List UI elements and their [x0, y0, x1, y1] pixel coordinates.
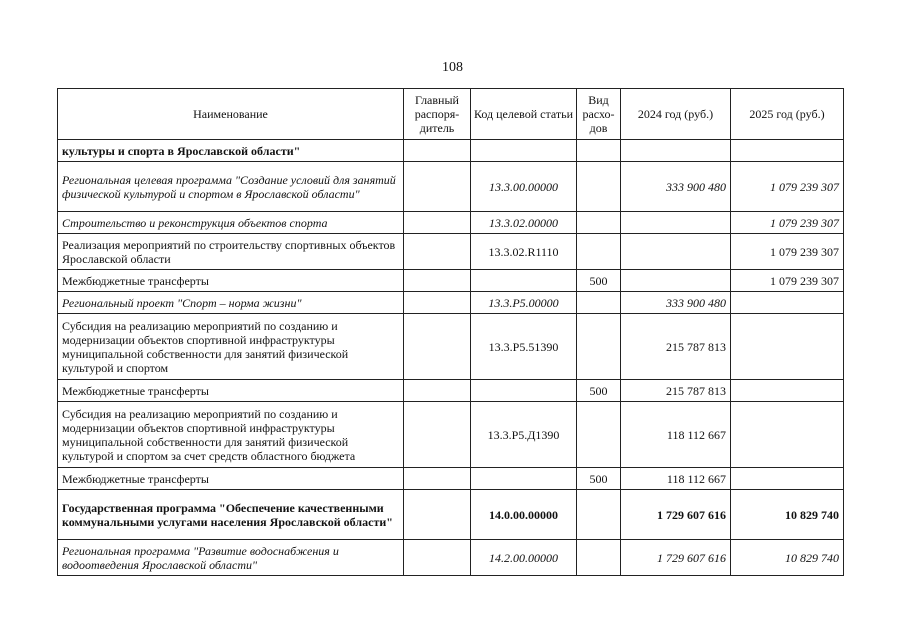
cell-name: Государственная программа "Обеспечение качественными коммунальными услугами населения Ярославской области" — [58, 490, 404, 540]
header-2025: 2025 год (руб.) — [731, 89, 844, 140]
cell-2025 — [731, 468, 844, 490]
cell-admin — [404, 234, 471, 270]
cell-name: Региональная целевая программа "Создание условий для занятий физической культурой и спортом в Ярославской области" — [58, 162, 404, 212]
cell-2024: 118 112 667 — [621, 468, 731, 490]
cell-2025: 10 829 740 — [731, 490, 844, 540]
cell-2024: 333 900 480 — [621, 292, 731, 314]
cell-name: Субсидия на реализацию мероприятий по созданию и модернизации объектов спортивной инфраструктуры муниципальной собственности для занятий физической культурой и спортом за счет средств областного бюджета — [58, 402, 404, 468]
table-body — [58, 140, 844, 576]
cell-type: 500 — [577, 468, 621, 490]
cell-name: Межбюджетные трансферты — [58, 380, 404, 402]
cell-code — [471, 140, 577, 162]
cell-code: 13.3.P5.00000 — [471, 292, 577, 314]
cell-code — [471, 468, 577, 490]
table-row — [58, 468, 844, 490]
cell-type — [577, 314, 621, 380]
table-row — [58, 490, 844, 540]
cell-2024 — [621, 140, 731, 162]
table-row — [58, 212, 844, 234]
cell-type — [577, 234, 621, 270]
cell-2025: 1 079 239 307 — [731, 234, 844, 270]
cell-2025: 1 079 239 307 — [731, 162, 844, 212]
cell-2024 — [621, 270, 731, 292]
cell-2025 — [731, 314, 844, 380]
cell-2024: 1 729 607 616 — [621, 490, 731, 540]
cell-2025 — [731, 402, 844, 468]
cell-2024: 118 112 667 — [621, 402, 731, 468]
table-row — [58, 402, 844, 468]
cell-2025 — [731, 292, 844, 314]
cell-code: 13.3.P5.Д1390 — [471, 402, 577, 468]
cell-type: 500 — [577, 380, 621, 402]
cell-type — [577, 490, 621, 540]
cell-type — [577, 540, 621, 576]
cell-code: 13.3.02.R1110 — [471, 234, 577, 270]
cell-name: Региональная программа "Развитие водоснабжения и водоотведения Ярославской области" — [58, 540, 404, 576]
cell-2024: 215 787 813 — [621, 314, 731, 380]
header-code: Код целевой статьи — [471, 89, 577, 140]
cell-admin — [404, 468, 471, 490]
cell-2024 — [621, 212, 731, 234]
cell-name: Субсидия на реализацию мероприятий по созданию и модернизации объектов спортивной инфраструктуры муниципальной собственности для занятий физической культурой и спортом — [58, 314, 404, 380]
cell-2024: 1 729 607 616 — [621, 540, 731, 576]
cell-type — [577, 402, 621, 468]
cell-admin — [404, 314, 471, 380]
cell-admin — [404, 140, 471, 162]
budget-table — [57, 88, 844, 576]
cell-admin — [404, 292, 471, 314]
cell-admin — [404, 402, 471, 468]
cell-2025: 1 079 239 307 — [731, 270, 844, 292]
table-row — [58, 314, 844, 380]
cell-code: 13.3.02.00000 — [471, 212, 577, 234]
table-header-row — [58, 89, 844, 140]
cell-admin — [404, 162, 471, 212]
cell-2024: 333 900 480 — [621, 162, 731, 212]
cell-admin — [404, 212, 471, 234]
cell-type — [577, 292, 621, 314]
cell-2025: 10 829 740 — [731, 540, 844, 576]
cell-name: Региональный проект "Спорт – норма жизни" — [58, 292, 404, 314]
cell-2025 — [731, 140, 844, 162]
table-row — [58, 162, 844, 212]
table-row — [58, 270, 844, 292]
cell-code: 13.3.P5.51390 — [471, 314, 577, 380]
cell-admin — [404, 490, 471, 540]
header-2024: 2024 год (руб.) — [621, 89, 731, 140]
cell-type — [577, 162, 621, 212]
cell-code — [471, 380, 577, 402]
cell-2025 — [731, 380, 844, 402]
table-row — [58, 292, 844, 314]
cell-2024: 215 787 813 — [621, 380, 731, 402]
cell-name: Межбюджетные трансферты — [58, 270, 404, 292]
cell-code — [471, 270, 577, 292]
cell-name: культуры и спорта в Ярославской области" — [58, 140, 404, 162]
table-row — [58, 380, 844, 402]
cell-code: 14.2.00.00000 — [471, 540, 577, 576]
table-row — [58, 234, 844, 270]
cell-2024 — [621, 234, 731, 270]
cell-code: 14.0.00.00000 — [471, 490, 577, 540]
cell-2025: 1 079 239 307 — [731, 212, 844, 234]
header-admin: Главный распоря-дитель — [404, 89, 471, 140]
cell-name: Реализация мероприятий по строительству спортивных объектов Ярославской области — [58, 234, 404, 270]
header-name: Наименование — [58, 89, 404, 140]
cell-name: Межбюджетные трансферты — [58, 468, 404, 490]
cell-type: 500 — [577, 270, 621, 292]
cell-name: Строительство и реконструкция объектов спорта — [58, 212, 404, 234]
table-row — [58, 140, 844, 162]
header-type: Вид расхо-дов — [577, 89, 621, 140]
cell-admin — [404, 270, 471, 292]
cell-code: 13.3.00.00000 — [471, 162, 577, 212]
cell-type — [577, 140, 621, 162]
cell-type — [577, 212, 621, 234]
cell-admin — [404, 380, 471, 402]
cell-admin — [404, 540, 471, 576]
page-number: 108 — [442, 60, 463, 75]
table-row — [58, 540, 844, 576]
